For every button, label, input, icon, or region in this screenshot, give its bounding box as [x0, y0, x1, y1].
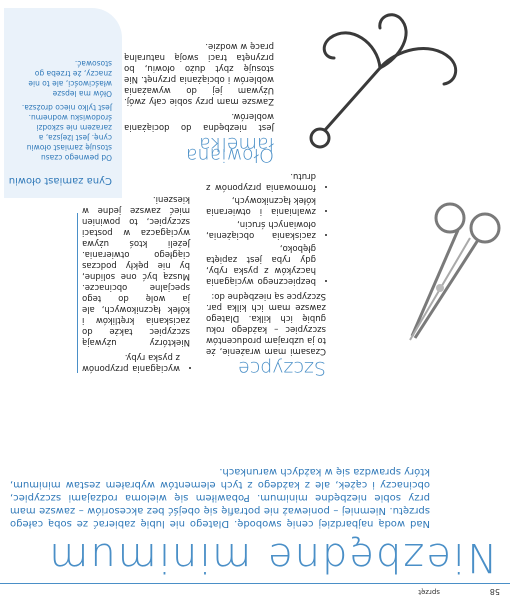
olowiana-paragraph-2: Zawsze mam przy sobie cały zwój. Używam jej do wyważania woblerów i obciążania przynęt. Nie stosuję zbyt dużo ołowiu, bo przynęta traci swoją naturalną pracę w wodzie. — [124, 41, 274, 106]
list-item: • formowania przyponów z drutu. — [206, 170, 316, 192]
sidebar-paragraph-1: Od pewnego czasu stosuję zamiast ołowiu cynę. Jest lżejsza, a zarazem nie szkodzi środowisku wodnemu. Jest tylko nieco droższa. — [21, 103, 112, 162]
pliers-illustration — [390, 198, 510, 358]
article-intro: Nad wodą najbardziej cenię swobodę. Dlatego nie lubię zabierać ze sobą całego sprzętu. Niemniej – ponieważ nie potrafię się obejść bez akcesoriów – zawsze mam przy sobie niezbędne minimum. Pobawiłem się wieloma rodzajami szczypiec, obcinaczy i cążek, ale z każdego z tych elementów wybrałem zestaw minimum, który sprawdza się w każdych warunkach. — [10, 466, 430, 529]
header-rule — [0, 583, 510, 584]
page-number: 58 — [489, 587, 500, 596]
right-paragraph: Niektórzy używają szczypiec także do zaciskania krętlików i kółek łącznikowych, ale ja wolę do tego specjalne obcinacze. Muszą być one solidne, by nie pękły podczas ciągłego otwierania. Jeżeli ktoś używa wyciągacza w postaci szczypiec, to powinien mieć zawsze jedne w kieszeni. — [82, 194, 190, 347]
article-title: Niezbędne minimum — [47, 534, 496, 580]
list-item: • zaciskania obciążenia, ołowianych śrucin, — [206, 218, 316, 240]
szczypce-paragraph: Czasami mam wrażenie, że to ja uzbrajam producentów szczypiec – każdego roku gubię ich kilka. Dlatego zawsze mam ich kilka par. Szczypce są niezbędne do: — [206, 291, 326, 356]
sidebar-paragraph-2: Ołów ma lepsze właściwości, ale to nie znaczy, że trzeba go stosować. — [28, 59, 112, 98]
list-item: • bezpiecznego wyciągania haczyków z pyska ryby, gdy ryba jest zapięta głęboko, — [206, 242, 316, 286]
right-list — [82, 351, 190, 373]
right-column — [82, 189, 190, 373]
olowiana-heading: Ołowiana łamelka — [185, 133, 274, 166]
sidebar-title: Cyna zamiast ołowiu — [8, 175, 112, 186]
sidebar-text — [14, 54, 112, 162]
column-divider — [77, 213, 78, 373]
szczypce-list — [206, 170, 326, 286]
olowiana-paragraph-1: Jest niezbędna do dociążania woblerów. — [124, 111, 274, 132]
list-item: • zwalniania i otwierania kółek łącznikowych, — [206, 194, 316, 216]
szczypce-heading: Szczypce — [238, 357, 326, 379]
section-label: sprzęt — [418, 588, 440, 596]
list-item: • wyciągania przyponów z pyska ryby. — [82, 351, 180, 373]
szczypce-column — [206, 166, 326, 379]
treble-hook-illustration — [290, 8, 490, 158]
olowiana-column — [124, 36, 274, 166]
